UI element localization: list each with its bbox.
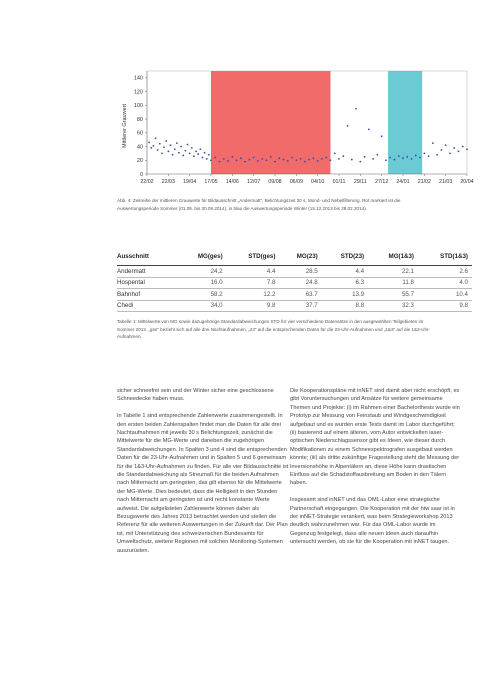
data-point — [208, 154, 210, 156]
data-point — [458, 150, 460, 152]
table-cell: 28.5 — [305, 267, 318, 275]
table-cell: 7.8 — [266, 279, 276, 287]
data-point — [231, 156, 233, 158]
data-point — [176, 142, 178, 144]
x-tick-label: 17/05 — [204, 179, 218, 185]
data-point — [398, 155, 400, 157]
data-point — [385, 159, 387, 161]
data-point — [163, 146, 165, 148]
data-point — [325, 157, 327, 159]
x-tick-label: 22/03 — [161, 179, 175, 185]
data-point — [187, 144, 189, 146]
data-point — [185, 150, 187, 152]
table-header-cell: STD(1&3) — [440, 252, 468, 260]
data-point — [313, 157, 315, 159]
x-tick-label: 04/10 — [311, 179, 325, 185]
data-point — [274, 161, 276, 163]
data-point — [253, 157, 255, 159]
data-point — [150, 147, 152, 149]
y-tick-label: 0 — [139, 171, 143, 178]
data-point — [278, 157, 280, 159]
table-cell: 13.9 — [352, 290, 365, 298]
data-point — [182, 155, 184, 157]
data-point — [304, 161, 306, 163]
y-tick-label: 20 — [136, 158, 143, 165]
data-point — [270, 156, 272, 158]
data-point — [321, 158, 323, 160]
data-point — [295, 159, 297, 161]
table-cell: 63.7 — [305, 290, 318, 298]
data-point — [266, 159, 268, 161]
data-point — [157, 149, 159, 151]
body-column-right — [290, 387, 462, 555]
data-point — [283, 159, 285, 161]
data-point — [261, 158, 263, 160]
data-point — [317, 160, 319, 162]
data-point — [351, 159, 353, 161]
table-cell: Bahnhof — [117, 290, 141, 298]
table-cell: 4.4 — [266, 267, 276, 275]
table-caption: Tabelle 1: Mittelwerte von MG sowie dazugehörige Standardabweichungen STD für vier verschiedene Datensätze in den ausgewählten Teilgebieten im Sommer 2013. „ges“ bezieht sich auf alle drei Nachtaufnahmen, „23“ auf die entsprechenden Daten für die 23-Uhr-Aufnahmen und „1&3“ auf die 1&3-Uhr-Aufnahmen. — [117, 319, 431, 339]
data-point — [204, 152, 206, 154]
data-point — [167, 150, 169, 152]
body-paragraph: sicher schneefrei sein und der Winter sicher eine geschlossene Schneedecke haben muss. — [117, 388, 274, 403]
data-point — [364, 156, 366, 158]
data-point — [291, 157, 293, 159]
data-point — [432, 142, 434, 144]
data-point — [394, 159, 396, 161]
data-point — [338, 158, 340, 160]
data-point — [359, 161, 361, 163]
data-point — [210, 159, 212, 161]
data-point — [389, 157, 391, 159]
data-point — [240, 157, 242, 159]
y-tick-label: 100 — [133, 103, 143, 110]
table-header-cell: MG(23) — [296, 252, 318, 260]
data-point — [372, 158, 374, 160]
x-tick-label: 09/08 — [268, 179, 282, 185]
data-point — [462, 146, 464, 148]
table-row — [117, 266, 472, 278]
x-tick-label: 01/11 — [332, 179, 346, 185]
table-cell: 22.1 — [401, 267, 414, 275]
y-axis-label: Mittlerer Grauwert — [122, 103, 128, 149]
table-cell: 12.2 — [263, 290, 276, 298]
table-cell: 11.8 — [402, 279, 414, 287]
table-header-row — [117, 250, 472, 266]
data-point — [249, 159, 251, 161]
x-tick-label: 22/02 — [140, 179, 154, 185]
data-point — [334, 153, 336, 155]
data-point — [466, 148, 468, 150]
table-cell: Andermatt — [117, 267, 146, 275]
x-tick-label: 12/07 — [247, 179, 261, 185]
table-row — [117, 300, 472, 312]
data-point — [178, 152, 180, 154]
data-point — [287, 160, 289, 162]
data-point — [368, 128, 370, 130]
data-point — [415, 155, 417, 157]
table-header-cell: Ausschnitt — [117, 252, 149, 260]
data-point — [445, 144, 447, 146]
table-cell: 58.2 — [210, 290, 223, 298]
table-cell: 4.0 — [459, 279, 468, 287]
data-point — [419, 157, 421, 159]
data-point — [342, 155, 344, 157]
data-point — [174, 148, 176, 150]
x-tick-label: 19/04 — [183, 179, 197, 185]
table-cell: 32.3 — [401, 302, 414, 310]
data-point — [330, 159, 332, 161]
y-tick-label: 40 — [136, 144, 143, 151]
x-tick-label: 21/02 — [417, 179, 431, 185]
table-header-cell: STD(ges) — [248, 252, 276, 260]
table-row — [117, 277, 472, 289]
data-point — [453, 147, 455, 149]
data-point — [153, 145, 155, 147]
y-tick-label: 80 — [136, 116, 143, 123]
winter-period-band — [388, 71, 422, 174]
data-point — [428, 155, 430, 157]
data-point — [165, 140, 167, 142]
values-table — [117, 250, 472, 312]
table-header-cell: MG(1&3) — [388, 252, 414, 260]
data-point — [227, 160, 229, 162]
data-point — [172, 154, 174, 156]
table-cell: 10.4 — [455, 290, 468, 298]
table-header-cell: STD(23) — [340, 252, 365, 260]
data-point — [347, 125, 349, 127]
data-point — [449, 153, 451, 155]
data-point — [206, 158, 208, 160]
data-point — [159, 143, 161, 145]
data-point — [377, 154, 379, 156]
data-point — [300, 158, 302, 160]
body-paragraph: Die Kooperationspläne mit inNET sind damit aber nicht erschöpft, es gibt Voruntersuchungen und Ansätze für weitere gemeinsame Themen und Projekte: (i) im Rahmen einer Bachelorthesis wurde ein Prototyp zur Messung von Feinstaub und Windgeschwindigkeit aufgebaut und es wurden erste Tests damit im Labor durchgeführt; (ii) basierend auf einem älteren, vom Autor entwickelten laser-optischen Niederschlagssensor gibt es Ideen, wie dieser durch Modifikationen zu einem Schneespektrografen ausgebaut werden könnte; (iii) als dritte zukünftige Fragestellung steht die Messung der Inversionshöhe in Alpentälern an, diese Höhe kann drastischen Einfluss auf die Schadstoffausbreitung am Boden in den Tälern haben. — [290, 388, 460, 487]
x-tick-label: 27/12 — [375, 179, 389, 185]
values-table-container — [117, 250, 472, 312]
table-row — [117, 289, 472, 301]
data-point — [214, 157, 216, 159]
figure-caption: Abb. 4: Zeitreihe der mittleren Grauwerte für Bildausschnitt „Andermatt“, Belichtungszeit 30 s, Mond- und Nebelfilterung. Rot markiert ist die Auswertungsperiode Sommer (01.05. bis 30.09.2014), in blau die Auswertungsperiode Winter (15.12.2013 bis 28.02.2014). — [117, 198, 401, 211]
table-cell: 16.0 — [210, 279, 223, 287]
data-point — [219, 161, 221, 163]
data-point — [355, 108, 357, 110]
table-cell: 9.8 — [459, 302, 468, 310]
data-point — [148, 142, 150, 144]
data-point — [411, 158, 413, 160]
data-point — [193, 155, 195, 157]
data-point — [199, 148, 201, 150]
y-tick-label: 60 — [136, 130, 143, 137]
data-point — [195, 150, 197, 152]
data-point — [436, 154, 438, 156]
summer-period-band — [211, 71, 330, 174]
table-cell: 24.8 — [305, 279, 318, 287]
table-cell: 8.8 — [355, 302, 365, 310]
table-cell: 4.4 — [355, 267, 365, 275]
table-cell: 6.3 — [355, 279, 365, 287]
data-point — [308, 159, 310, 161]
y-tick-label: 140 — [133, 75, 143, 82]
body-paragraph: Insgesamt sind inNET und das OML-Labor eine strategische Partnerschaft eingegangen. Die Kooperation mit der htw saar ist in der inNET-Strategie verankert, was beim Strategieworkshop 2013 deutlich wahrzunehmen war. Für das OML-Labor wurde im Gegenzug festgelegt, dass alle neuen Ideen auch daraufhin untersucht werden, ob sie für die Kooperation mit inNET taugen. — [290, 497, 455, 546]
grayvalue-time-series-chart — [117, 66, 472, 191]
table-cell: 34.0 — [210, 302, 223, 310]
data-point — [257, 160, 259, 162]
table-header-cell: MG(ges) — [197, 252, 223, 260]
table-cell: 55.7 — [401, 290, 414, 298]
data-point — [223, 158, 225, 160]
data-point — [191, 147, 193, 149]
data-point — [161, 153, 163, 155]
y-tick-label: 120 — [133, 89, 143, 96]
data-point — [381, 135, 383, 137]
data-point — [155, 137, 157, 139]
data-point — [402, 157, 404, 159]
table-cell: 37.7 — [305, 302, 318, 310]
body-column-left — [117, 387, 289, 564]
data-point — [441, 149, 443, 151]
data-point — [406, 156, 408, 158]
data-point — [170, 144, 172, 146]
table-cell: 2.6 — [459, 267, 468, 275]
x-tick-label: 06/09 — [289, 179, 303, 185]
table-cell: Chedi — [117, 302, 134, 310]
data-point — [197, 153, 199, 155]
data-point — [202, 157, 204, 159]
data-point — [189, 153, 191, 155]
table-cell: 24.2 — [210, 267, 223, 275]
data-point — [244, 161, 246, 163]
table-cell: Hospental — [117, 279, 145, 287]
data-point — [423, 153, 425, 155]
x-tick-label: 29/11 — [353, 179, 367, 185]
data-point — [236, 159, 238, 161]
body-paragraph: In Tabelle 1 sind entsprechende Zahlenwerte zusammengestellt. In den ersten beiden Zahlenspalten findet man die Daten für alle drei Nachtaufnahmen mit jeweils 30 s Belichtungszeit, zunächst die Mittelwerte für die MG-Werte und daneben die zugehörigen Standardabweichungen. In Spalten 3 und 4 sind die entsprechenden Daten für die 23-Uhr-Aufnahmen und in Spalten 5 und 6 gemeinsam für die 1&3-Uhr-Aufnahmen zu finden. Für alle vier Bildausschnitte ist die Standardabweichung als Streumaß für die beiden Aufnahmen nach Mitternacht am geringsten, das gilt ebenso für die Mittelwerte der MG-Werte. Dies bedeutet, dass die Helligkeit in den Stunden nach Mitternacht am geringsten ist und recht konstante Werte aufweist. Die aufgelisteten Zahlenwerte können daher als Bezugswerte des Jahres 2013 betrachtet werden und stellen die Referenz für alle weiteren Auswertungen in der Zukunft dar. Der Plan ist, mit Unterstützung des schweizerischen Bundesamts für Umweltschutz, weitere Regionen mit solchen Monitoring-Systemen auszurüsten. — [117, 413, 289, 554]
x-tick-label: 14/06 — [225, 179, 239, 185]
x-tick-label: 20/04 — [460, 179, 474, 185]
data-point — [180, 146, 182, 148]
x-tick-label: 24/01 — [396, 179, 410, 185]
table-cell: 9.8 — [266, 302, 276, 310]
x-tick-label: 21/03 — [439, 179, 453, 185]
